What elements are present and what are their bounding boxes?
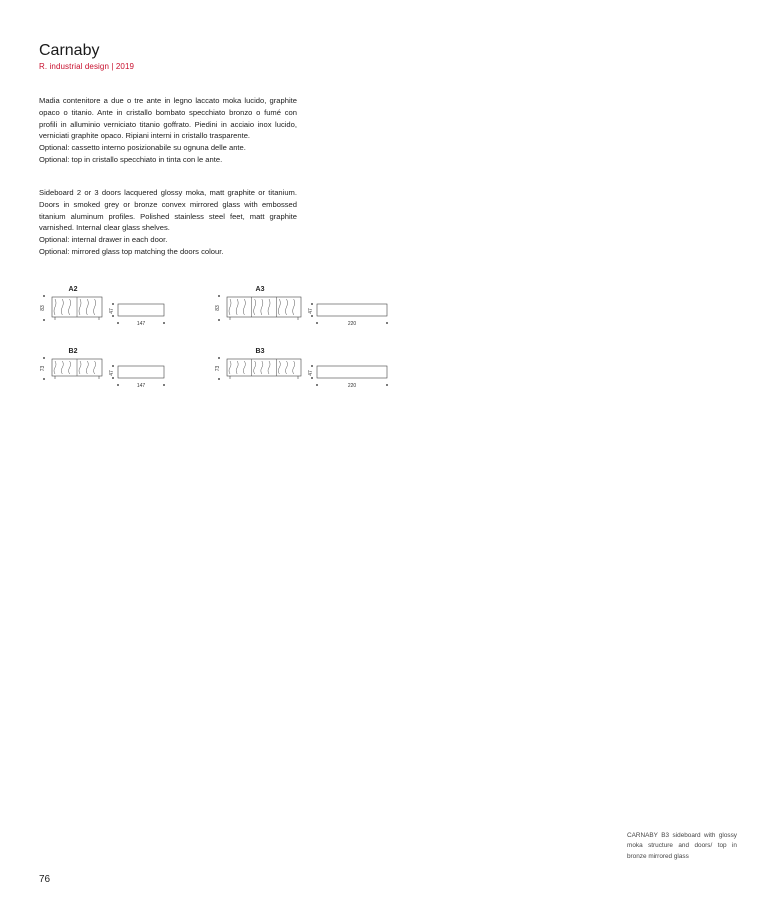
dimension-arrow-dot xyxy=(117,384,119,386)
dimension-arrow-dot xyxy=(43,319,45,321)
dimension-arrow-dot xyxy=(386,384,388,386)
dimension-arrow-dot xyxy=(311,377,313,379)
dimension-arrow-dot xyxy=(112,365,114,367)
door-pattern xyxy=(268,299,270,315)
model-drawing-a3 xyxy=(227,297,387,320)
door-pattern xyxy=(229,299,231,315)
dimension-arrow-dot xyxy=(112,303,114,305)
depth-dimension-label: 47 xyxy=(308,370,314,376)
door-pattern xyxy=(261,361,263,374)
dimension-drawings xyxy=(30,282,400,402)
width-dimension-label: 147 xyxy=(136,321,146,327)
door-pattern xyxy=(278,299,280,315)
door-pattern xyxy=(61,361,63,374)
description-italian-optional-1: Optional: cassetto interno posizionabile su ognuna delle ante. xyxy=(39,143,246,153)
page-title: Carnaby xyxy=(39,42,100,59)
door-pattern xyxy=(54,361,56,374)
door-pattern xyxy=(86,361,88,374)
door-pattern xyxy=(254,361,256,374)
description-english-body: Sideboard 2 or 3 doors lacquered glossy moka, matt graphite or titanium. Doors in smoked grey or bronze convex mirrored glass with embossed titanium aluminum profiles. Polished stainless steel feet, matt graphite varnished. Internal clear glass shelves. xyxy=(39,188,297,233)
model-drawing-b2 xyxy=(52,359,164,379)
dimension-arrow-dot xyxy=(316,384,318,386)
door-pattern xyxy=(243,361,245,374)
door-pattern xyxy=(94,299,96,315)
designer-subtitle: R. industrial design | 2019 xyxy=(39,62,135,71)
top-view-outline xyxy=(118,304,164,316)
dimension-arrow-dot xyxy=(218,319,220,321)
dimension-arrow-dot xyxy=(43,378,45,380)
description-english-optional-2: Optional: mirrored glass top matching the doors colour. xyxy=(39,246,224,256)
dimension-arrow-dot xyxy=(311,315,313,317)
height-dimension-label: 73 xyxy=(40,365,46,372)
door-pattern xyxy=(69,299,71,315)
dimension-arrow-dot xyxy=(112,377,114,379)
front-elevation-body xyxy=(227,297,301,317)
front-elevation-body xyxy=(227,359,301,376)
model-drawing-a2 xyxy=(52,297,164,320)
dimension-arrow-dot xyxy=(218,295,220,297)
top-view-outline xyxy=(118,366,164,378)
door-pattern xyxy=(236,361,238,374)
dimension-arrow-dot xyxy=(43,357,45,359)
depth-dimension-label: 47 xyxy=(109,370,115,376)
width-dimension-label: 147 xyxy=(136,383,146,389)
height-dimension-label: 73 xyxy=(215,365,221,372)
door-pattern xyxy=(79,361,81,374)
door-pattern xyxy=(254,299,256,315)
model-label: A3 xyxy=(255,286,265,293)
depth-dimension-label: 47 xyxy=(109,308,115,314)
door-pattern xyxy=(86,299,88,315)
model-label: B3 xyxy=(255,348,265,355)
width-dimension-label: 220 xyxy=(347,321,357,327)
dimension-arrow-dot xyxy=(163,322,165,324)
width-dimension-label: 220 xyxy=(347,383,357,389)
door-pattern xyxy=(236,299,238,315)
depth-dimension-label: 47 xyxy=(308,308,314,314)
model-drawing-b3 xyxy=(227,359,387,379)
door-pattern xyxy=(243,299,245,315)
height-dimension-label: 83 xyxy=(40,305,46,311)
page-number: 76 xyxy=(39,874,51,885)
model-label: A2 xyxy=(68,286,78,293)
door-pattern xyxy=(268,361,270,374)
door-pattern xyxy=(261,299,263,315)
door-pattern xyxy=(94,361,96,374)
door-pattern xyxy=(293,299,295,315)
door-pattern xyxy=(54,299,56,315)
door-pattern xyxy=(61,299,63,315)
description-italian-optional-2: Optional: top in cristallo specchiato in tinta con le ante. xyxy=(39,154,223,164)
door-pattern xyxy=(286,361,288,374)
door-pattern xyxy=(79,299,81,315)
model-label: B2 xyxy=(68,348,78,355)
dimension-arrow-dot xyxy=(311,303,313,305)
photo-caption: CARNABY B3 sideboard with glossy moka structure and doors/ top in bronze mirrored glass xyxy=(627,832,737,860)
top-view-outline xyxy=(317,304,387,316)
dimension-arrow-dot xyxy=(117,322,119,324)
dimension-arrow-dot xyxy=(112,315,114,317)
door-pattern xyxy=(278,361,280,374)
dimension-arrow-dot xyxy=(386,322,388,324)
dimension-arrow-dot xyxy=(218,378,220,380)
dimension-arrow-dot xyxy=(311,365,313,367)
dimension-arrow-dot xyxy=(316,322,318,324)
dimension-arrow-dot xyxy=(43,295,45,297)
description-italian-body: Madia contenitore a due o tre ante in legno laccato moka lucido, graphite opaco o titanio. Ante in cristallo bombato specchiato bronzo o fumé con profili in alluminio verniciato titanio goffrato. Piedini in acciaio inox lucido, verniciati graphite opaco. Ripiani interni in cristallo trasparente. xyxy=(39,96,297,141)
dimension-arrow-dot xyxy=(163,384,165,386)
description-italian xyxy=(39,95,297,166)
door-pattern xyxy=(286,299,288,315)
dimension-arrow-dot xyxy=(218,357,220,359)
door-pattern xyxy=(293,361,295,374)
top-view-outline xyxy=(317,366,387,378)
description-english xyxy=(39,187,297,258)
door-pattern xyxy=(229,361,231,374)
description-english-optional-1: Optional: internal drawer in each door. xyxy=(39,235,168,245)
door-pattern xyxy=(69,361,71,374)
height-dimension-label: 83 xyxy=(215,305,221,311)
